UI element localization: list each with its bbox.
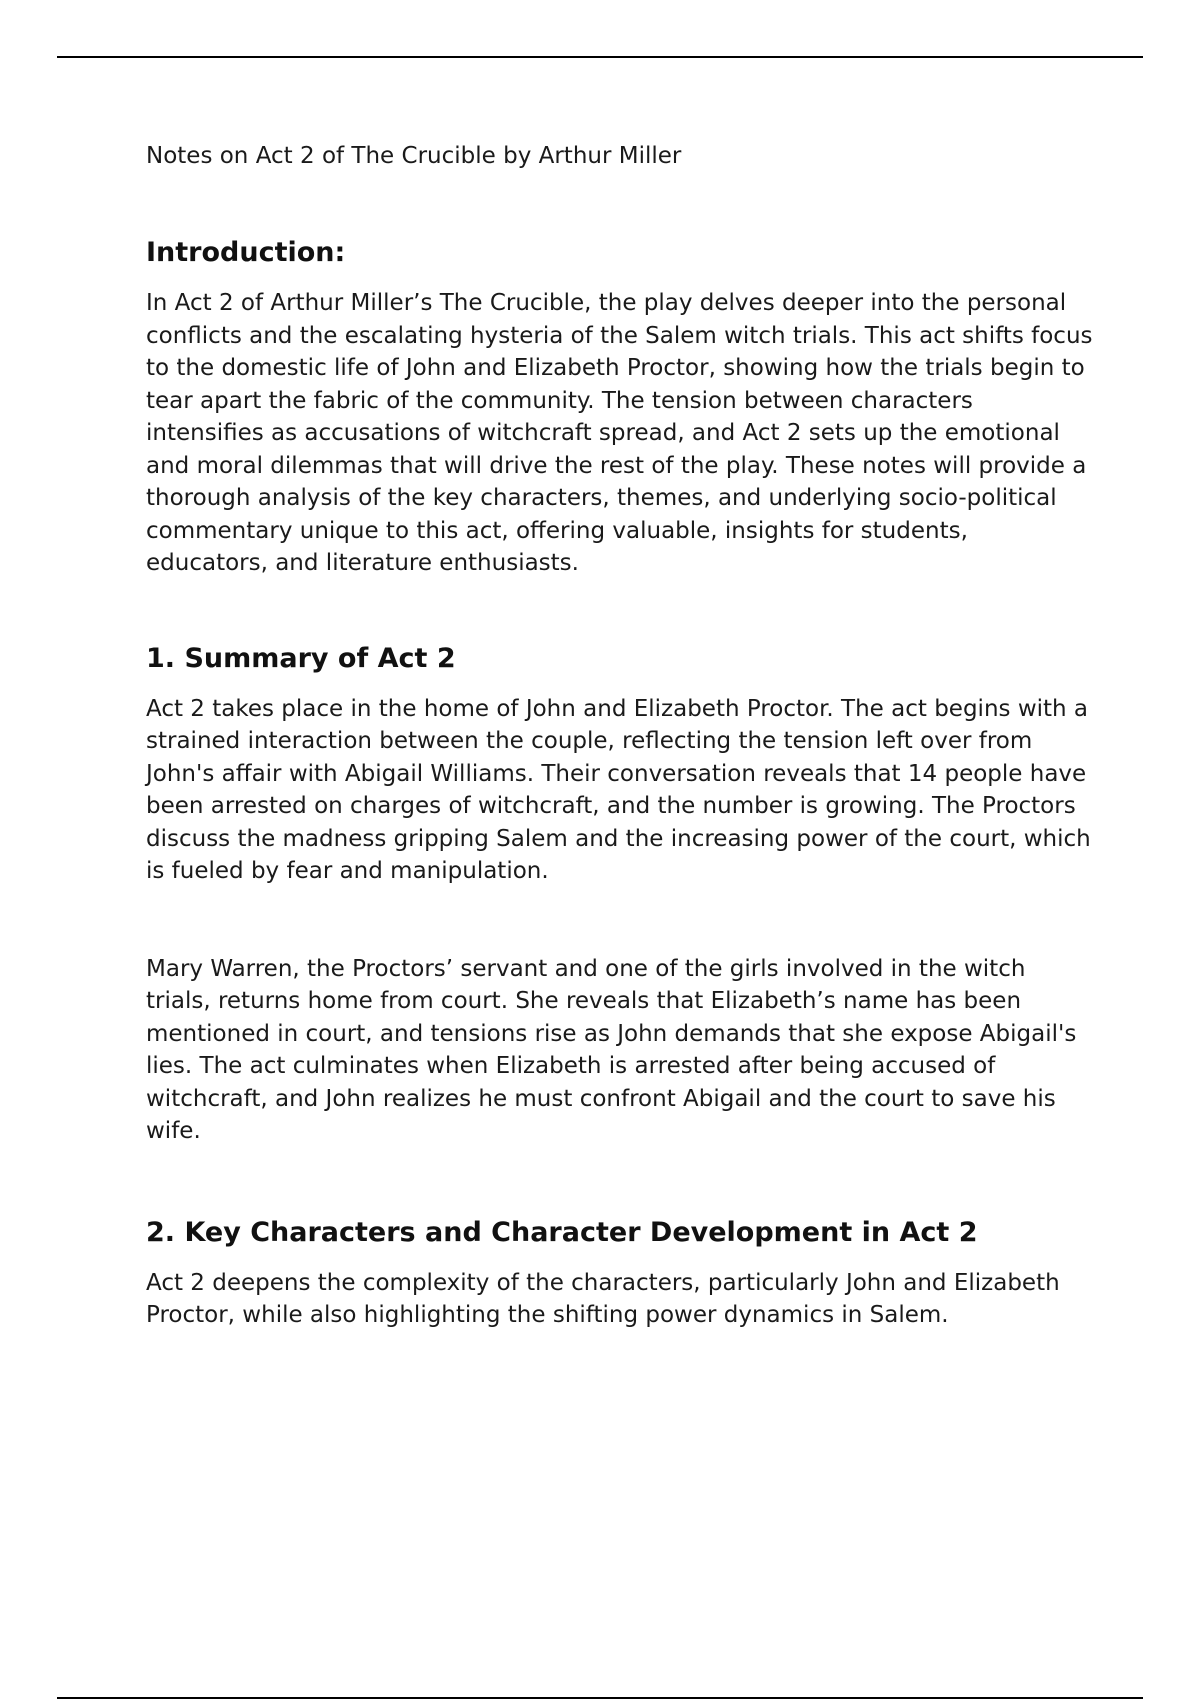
introduction-heading: Introduction: <box>146 237 346 268</box>
document-title: Notes on Act 2 of The Crucible by Arthur Miller <box>146 143 682 169</box>
key-characters-paragraph: Act 2 deepens the complexity of the characters, particularly John and Elizabeth Proctor, while also highlighting the shifting power dynamics in Salem. <box>146 1269 1060 1328</box>
top-rule <box>57 56 1143 58</box>
summary-paragraph-2: Mary Warren, the Proctors’ servant and one of the girls involved in the witch trials, returns home from court. She reveals that Elizabeth’s name has been mentioned in court, and tensions rise as John demands that she expose Abigail's lies. The act culminates when Elizabeth is arrested after being accused of witchcraft, and John realizes he must confront Abigail and the court to save his wife. <box>146 955 1077 1144</box>
introduction-paragraph: In Act 2 of Arthur Miller’s The Crucible, the play delves deeper into the personal conflicts and the escalating hysteria of the Salem witch trials. This act shifts focus to the domestic life of John and Elizabeth Proctor, showing how the trials begin to tear apart the fabric of the community. The tension between characters intensifies as accusations of witchcraft spread, and Act 2 sets up the emotional and moral dilemmas that will drive the rest of the play. These notes will provide a thorough analysis of the key characters, themes, and underlying socio-political commentary unique to this act, offering valuable, insights for students, educators, and literature enthusiasts. <box>146 290 1093 576</box>
document-body <box>146 140 1096 1332</box>
summary-paragraph-1: Act 2 takes place in the home of John and Elizabeth Proctor. The act begins with a strained interaction between the couple, reflecting the tension left over from John's affair with Abigail Williams. Their conversation reveals that 14 people have been arrested on charges of witchcraft, and the number is growing. The Proctors discuss the madness gripping Salem and the increasing power of the court, which is fueled by fear and manipulation. <box>146 695 1091 884</box>
key-characters-heading: 2. Key Characters and Character Development in Act 2 <box>146 1216 978 1248</box>
summary-heading: 1. Summary of Act 2 <box>146 642 456 674</box>
bottom-rule <box>57 1697 1143 1699</box>
